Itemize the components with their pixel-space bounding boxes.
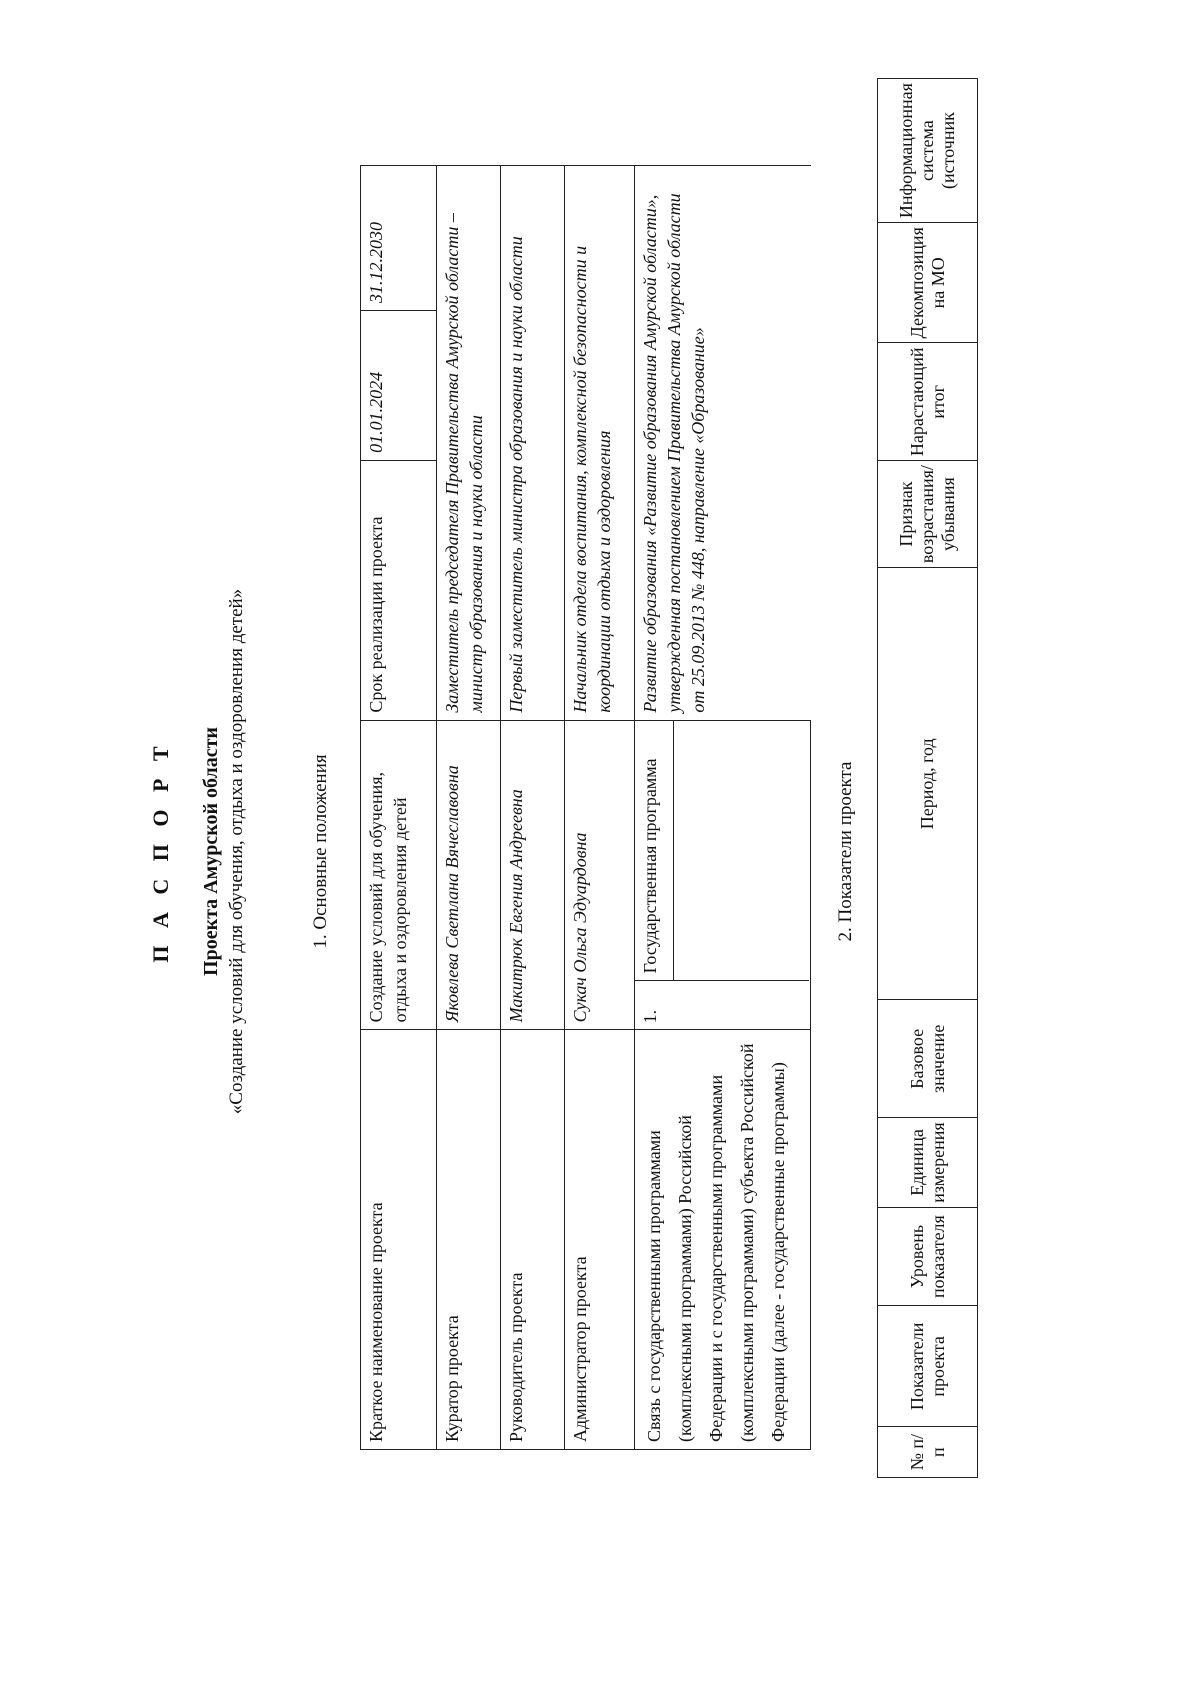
label-head: Руководитель проекта — [501, 1030, 565, 1450]
term-start: 01.01.2024 — [361, 310, 437, 460]
col-level: Уровень показателя — [878, 1207, 978, 1306]
value-admin: Сукач Ольга Эдуардовна — [565, 720, 635, 1030]
detail-head: Первый заместитель министра образования и науки области — [501, 166, 565, 721]
section1-heading: 1. Основные положения — [310, 754, 331, 949]
col-indicator: Показатели проекта — [878, 1306, 978, 1427]
term-label: Срок реализации проекта — [361, 460, 437, 720]
value-short-name: Создание условий для обучения, отдыха и оздоровления детей — [361, 720, 437, 1030]
col-num: № п/п — [878, 1427, 978, 1478]
col-base: Базовое значение — [878, 1000, 978, 1118]
label-curator: Куратор проекта — [437, 1030, 501, 1450]
indicators-table — [877, 78, 978, 1478]
program-number: 1. — [635, 980, 809, 1029]
doc-project-name: «Создание условий для обучения, отдыха и оздоровления детей» — [226, 588, 247, 1115]
program-cell — [635, 720, 811, 1030]
term-end: 31.12.2030 — [361, 166, 437, 311]
doc-subtitle: Проекта Амурской области — [200, 727, 222, 976]
main-info-table — [360, 165, 811, 1450]
section2-heading: 2. Показатели проекта — [835, 761, 856, 942]
col-decomposition: Декомпозиция на МО — [878, 223, 978, 343]
label-admin: Администратор проекта — [565, 1030, 635, 1450]
col-period: Период, год — [878, 568, 978, 1000]
value-head: Макитрюк Евгения Андреевна — [501, 720, 565, 1030]
detail-curator: Заместитель председателя Правительства Амурской области – министр образования и науки области — [437, 166, 501, 721]
col-info-system: Информационная система (источник — [878, 79, 978, 223]
col-unit: Единица измерения — [878, 1118, 978, 1207]
value-curator: Яковлева Светлана Вячеславовна — [437, 720, 501, 1030]
detail-programs: Развитие образования «Развитие образования Амурской области», утвержденная постановлением Правительства Амурской области от 25.09.2013 № 448, направление «Образование» — [635, 166, 811, 721]
label-short-name: Краткое наименование проекта — [361, 1030, 437, 1450]
program-name: Государственная программа — [635, 721, 674, 981]
doc-title: П А С П О Р Т — [148, 740, 173, 963]
label-programs: Связь с государственными программами (комплексными программами) Российской Федерации и с государственными программами (комплексными программами) субъекта Российской Федерации (далее - государственные программы) — [635, 1030, 811, 1450]
detail-admin: Начальник отдела воспитания, комплексной безопасности и координации отдыха и оздоровления — [565, 166, 635, 721]
col-cumulative: Нарастающий итог — [878, 343, 978, 461]
col-trend: Признак возрастания/убывания — [878, 461, 978, 568]
